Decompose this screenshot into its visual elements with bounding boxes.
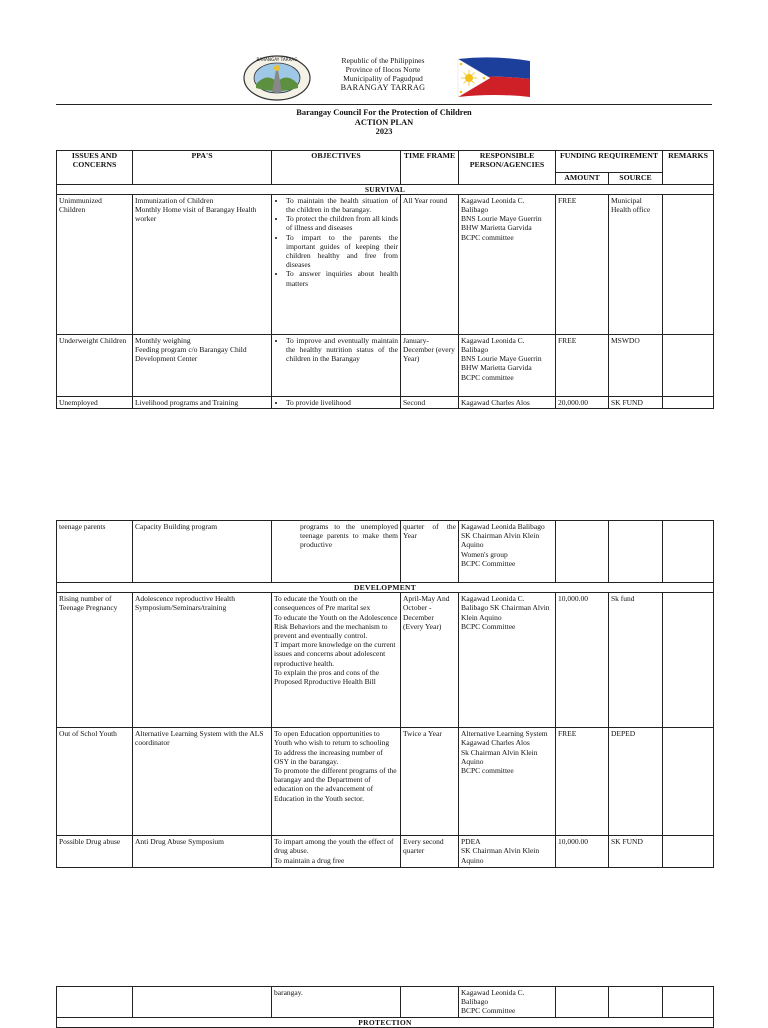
remarks-cell: [663, 836, 714, 868]
objectives-cell: • To provide livelihood: [272, 396, 401, 408]
section-survival: SURVIVAL: [57, 184, 714, 194]
table-row: [57, 728, 714, 836]
source-cell: [609, 521, 663, 583]
objectives-cell: barangay.: [272, 987, 401, 1018]
col-ppas-header: PPA'S: [133, 151, 272, 185]
issue-cell: Rising number of Teenage Pregnancy: [57, 593, 133, 728]
table-row: [57, 521, 714, 583]
action-plan-table-page2: [56, 520, 714, 868]
source-cell: MSWDO: [609, 334, 663, 396]
remarks-cell: [663, 396, 714, 408]
document-title: [56, 108, 712, 137]
amount-cell: 10,000.00: [556, 836, 609, 868]
ppa-cell: Livelihood programs and Training: [133, 396, 272, 408]
remarks-cell: [663, 194, 714, 334]
amount-cell: [556, 987, 609, 1018]
amount-cell: 10,000.00: [556, 593, 609, 728]
col-issues-header: ISSUES AND CONCERNS: [57, 151, 133, 185]
ppa-cell: Alternative Learning System with the ALS coordinator: [133, 728, 272, 836]
action-plan-table-page1: [56, 150, 714, 409]
timeframe-cell: Every second quarter: [401, 836, 459, 868]
objectives-cell: • To improve and eventually maintain the healthy nutrition status of the children in the Barangay: [272, 334, 401, 396]
source-cell: Sk fund: [609, 593, 663, 728]
responsible-cell: Kagawad Leonida C. Balibago BNS Lourie Maye Guerrin BHW Marietta Garvida BCPC committee: [459, 194, 556, 334]
col-timeframe-header: TIME FRAME: [401, 151, 459, 185]
council-title: Barangay Council For the Protection of Children: [296, 108, 472, 117]
plan-title: ACTION PLAN: [354, 117, 414, 127]
timeframe-cell: [401, 987, 459, 1018]
action-plan-table-page3: [56, 986, 714, 1028]
municipality-line: Municipality of Pagudpud: [343, 74, 423, 83]
philippine-flag-icon: [456, 55, 532, 101]
remarks-cell: [663, 728, 714, 836]
issue-cell: Unemployed: [57, 396, 133, 408]
objectives-cell: programs to the unemployed teenage parents to make them productive: [272, 521, 401, 583]
ppa-cell: [133, 987, 272, 1018]
barangay-seal-logo: [242, 54, 312, 102]
country-line: Republic of the Philippines: [341, 56, 425, 65]
responsible-cell: Kagawad Leonida C. Balibago SK Chairman Alvin Klein Aquino BCPC Committee: [459, 593, 556, 728]
col-remarks-header: REMARKS: [663, 151, 714, 185]
source-cell: Municipal Health office: [609, 194, 663, 334]
svg-text:BARANGAY TARRAG: BARANGAY TARRAG: [256, 57, 298, 62]
objectives-cell: To impart among the youth the effect of drug abuse. To maintain a drug free: [272, 836, 401, 868]
responsible-cell: Kagawad Leonida C. Balibago BCPC Committee: [459, 987, 556, 1018]
amount-cell: [556, 521, 609, 583]
table-row: [57, 396, 714, 408]
table-row: [57, 987, 714, 1018]
table-row: [57, 334, 714, 396]
barangay-line: BARANGAY TARRAG: [340, 83, 426, 92]
ppa-cell: Capacity Building program: [133, 521, 272, 583]
amount-cell: FREE: [556, 728, 609, 836]
province-line: Province of Ilocos Norte: [345, 65, 421, 74]
objectives-cell: To open Education opportunities to Youth who wish to return to schooling To address the increasing number of OSY in the barangay. To promote the different programs of the barangay and the Department of education on the advancement of Education in the Youth sector.: [272, 728, 401, 836]
responsible-cell: PDEA SK Chairman Alvin Klein Aquino: [459, 836, 556, 868]
source-cell: DEPED: [609, 728, 663, 836]
issue-cell: Out of Schol Youth: [57, 728, 133, 836]
issue-cell: Underweight Children: [57, 334, 133, 396]
remarks-cell: [663, 593, 714, 728]
col-amount-header: AMOUNT: [556, 173, 609, 185]
remarks-cell: [663, 987, 714, 1018]
source-cell: SK FUND: [609, 396, 663, 408]
amount-cell: FREE: [556, 194, 609, 334]
source-cell: SK FUND: [609, 836, 663, 868]
timeframe-cell: Second: [401, 396, 459, 408]
issue-cell: [57, 987, 133, 1018]
remarks-cell: [663, 521, 714, 583]
issue-cell: teenage parents: [57, 521, 133, 583]
timeframe-cell: All Year round: [401, 194, 459, 334]
responsible-cell: Kagawad Leonida C. Balibago BNS Lourie Maye Guerrin BHW Marietta Garvida BCPC committee: [459, 334, 556, 396]
table-row: [57, 194, 714, 334]
ppa-cell: Monthly weighing Feeding program c/o Barangay Child Development Center: [133, 334, 272, 396]
table-row: [57, 593, 714, 728]
amount-cell: 20,000.00: [556, 396, 609, 408]
remarks-cell: [663, 334, 714, 396]
timeframe-cell: January-December (every Year): [401, 334, 459, 396]
col-funding-header: FUNDING REQUIREMENT: [556, 151, 663, 173]
section-development: DEVELOPMENT: [57, 583, 714, 593]
government-header: [328, 56, 438, 92]
ppa-cell: Adolescence reproductive Health Symposium/Seminars/training: [133, 593, 272, 728]
col-objectives-header: OBJECTIVES: [272, 151, 401, 185]
objectives-cell: To educate the Youth on the consequences of Pre marital sex To educate the Youth on the Adolescence Risk Behaviors and the mechanism to prevent and eventually control. T impart more knowledge on the current issues and concerns about adolescent reproductive health. To explain the pros and cons of the Proposed Rproductive Health Bill: [272, 593, 401, 728]
col-responsible-header: RESPONSIBLE PERSON/AGENCIES: [459, 151, 556, 185]
plan-year: 2023: [375, 127, 393, 137]
timeframe-cell: Twice a Year: [401, 728, 459, 836]
responsible-cell: Kagawad Leonida Balibago SK Chairman Alvin Klein Aquino Women's group BCPC Committee: [459, 521, 556, 583]
letterhead: [0, 52, 768, 104]
source-cell: [609, 987, 663, 1018]
header-divider: [56, 104, 712, 105]
issue-cell: Possible Drug abuse: [57, 836, 133, 868]
objectives-cell: • To maintain the health situation of the children in the barangay. • To protect the children from all kinds of illness and diseases • To impart to the parents the important guides of keeping their children healthy and free from diseases • To answer inquiries about health matters: [272, 194, 401, 334]
col-source-header: SOURCE: [609, 173, 663, 185]
section-protection: PROTECTION: [57, 1017, 714, 1027]
issue-cell: Unimmunized Children: [57, 194, 133, 334]
responsible-cell: Kagawad Charles Alos: [459, 396, 556, 408]
ppa-cell: Anti Drug Abuse Symposium: [133, 836, 272, 868]
timeframe-cell: quarter of the Year: [401, 521, 459, 583]
amount-cell: FREE: [556, 334, 609, 396]
timeframe-cell: April-May And October -December (Every Year): [401, 593, 459, 728]
ppa-cell: Immunization of Children Monthly Home visit of Barangay Health worker: [133, 194, 272, 334]
responsible-cell: Alternative Learning System Kagawad Charles Alos Sk Chairman Alvin Klein Aquino BCPC committee: [459, 728, 556, 836]
table-row: [57, 836, 714, 868]
